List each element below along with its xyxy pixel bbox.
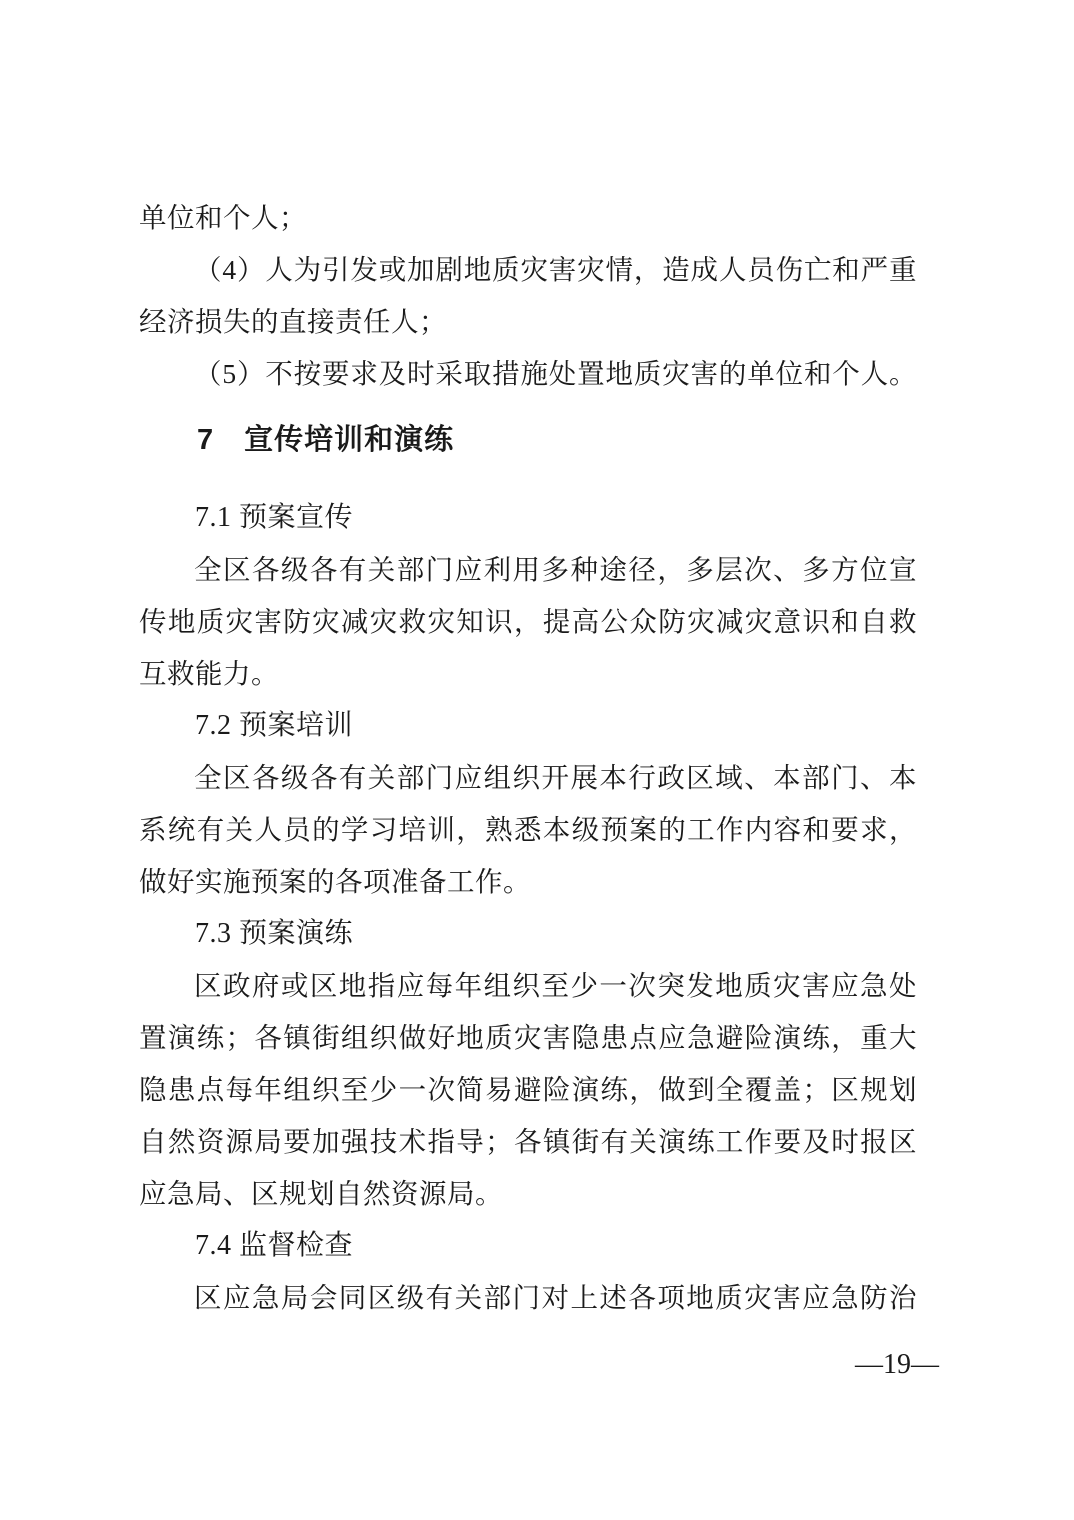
body-text-line: 区政府或区地指应每年组织至少一次突发地质灾害应急处 bbox=[194, 970, 917, 1001]
body-text-line: 隐患点每年组织至少一次简易避险演练，做到全覆盖；区规划 bbox=[139, 1074, 917, 1105]
body-text-line: 做好实施预案的各项准备工作。 bbox=[139, 866, 531, 897]
body-text-line: 经济损失的直接责任人； bbox=[139, 306, 447, 337]
subsection-heading: 7.2 预案培训 bbox=[195, 710, 354, 741]
document-content bbox=[139, 192, 917, 1324]
subsection-heading: 7.4 监督检查 bbox=[195, 1230, 354, 1261]
subsection-heading: 7.3 预案演练 bbox=[195, 918, 354, 949]
body-text-line: 互救能力。 bbox=[139, 658, 279, 689]
body-text-line: 自然资源局要加强技术指导；各镇街有关演练工作要及时报区 bbox=[139, 1126, 917, 1157]
body-text-line: 区应急局会同区级有关部门对上述各项地质灾害应急防治 bbox=[194, 1282, 917, 1313]
body-text-line: 传地质灾害防灾减灾救灾知识，提高公众防灾减灾意识和自救 bbox=[139, 606, 917, 637]
section-heading: 7 宣传培训和演练 bbox=[197, 424, 455, 456]
subsection-heading: 7.1 预案宣传 bbox=[195, 502, 354, 533]
page-number: —19— bbox=[855, 1349, 939, 1380]
body-text-line: （5）不按要求及时采取措施处置地质灾害的单位和个人。 bbox=[194, 358, 917, 389]
body-text-line: 全区各级各有关部门应利用多种途径，多层次、多方位宣 bbox=[194, 554, 917, 585]
body-text-line: 置演练；各镇街组织做好地质灾害隐患点应急避险演练，重大 bbox=[139, 1022, 917, 1053]
body-text-line: 应急局、区规划自然资源局。 bbox=[139, 1178, 503, 1209]
body-text-line: （4）人为引发或加剧地质灾害灾情，造成人员伤亡和严重 bbox=[194, 254, 917, 285]
body-text-line: 系统有关人员的学习培训，熟悉本级预案的工作内容和要求， bbox=[139, 814, 917, 845]
body-text-line: 单位和个人； bbox=[139, 202, 307, 233]
body-text-line: 全区各级各有关部门应组织开展本行政区域、本部门、本 bbox=[194, 762, 917, 793]
